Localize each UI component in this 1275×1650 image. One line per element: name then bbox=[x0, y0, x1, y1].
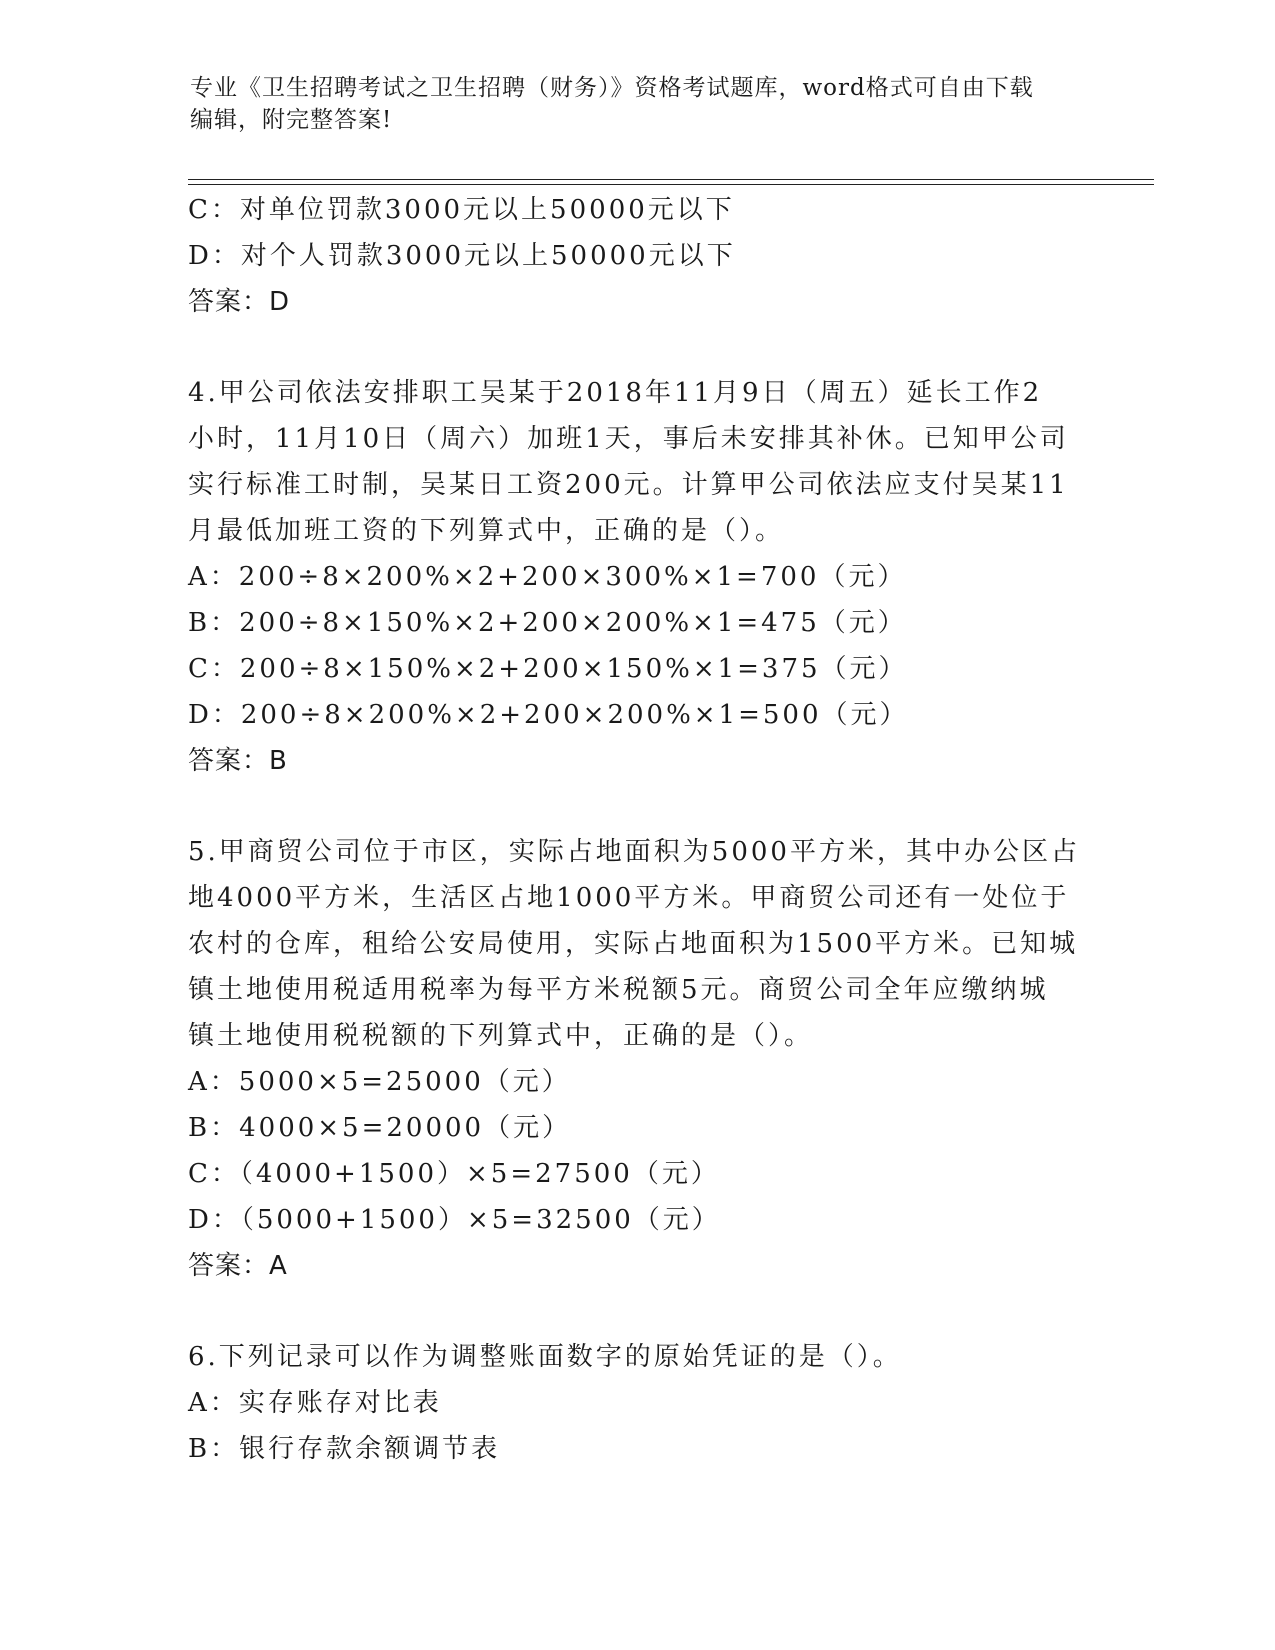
option-c: C：200÷8×150%×2+200×150%×1=375（元） bbox=[188, 654, 908, 684]
stem-line: 镇土地使用税适用税率为每平方米税额5元。商贸公司全年应缴纳城 bbox=[188, 975, 1049, 1005]
answer-line: 答案：D bbox=[188, 287, 291, 317]
question-list bbox=[188, 187, 1088, 1472]
option-a: A：200÷8×200%×2+200×300%×1=700（元） bbox=[188, 562, 907, 592]
stem-line: 实行标准工时制，吴某日工资200元。计算甲公司依法应支付吴某11 bbox=[188, 470, 1069, 500]
question-stem bbox=[188, 1334, 1088, 1380]
answer-line: 答案：B bbox=[188, 746, 288, 776]
option-a: A：5000×5=25000（元） bbox=[188, 1067, 571, 1097]
stem-line: 4.甲公司依法安排职工吴某于2018年11月9日（周五）延长工作2 bbox=[188, 378, 1043, 408]
option-b: B：银行存款余额调节表 bbox=[188, 1434, 501, 1464]
spacer bbox=[188, 1289, 1088, 1334]
option-d: D：对个人罚款3000元以上50000元以下 bbox=[188, 241, 736, 271]
option-c: C：（4000+1500）×5=27500（元） bbox=[188, 1159, 720, 1189]
option-d: D：（5000+1500）×5=32500（元） bbox=[188, 1205, 721, 1235]
option-a: A：实存账存对比表 bbox=[188, 1388, 442, 1418]
question-6 bbox=[188, 1334, 1088, 1472]
header-line-1: 专业《卫生招聘考试之卫生招聘（财务）》资格考试题库，word格式可自由下载 bbox=[190, 75, 1034, 101]
stem-line: 农村的仓库，租给公安局使用，实际占地面积为1500平方米。已知城 bbox=[188, 929, 1079, 959]
spacer bbox=[188, 784, 1088, 829]
stem-line: 6.下列记录可以作为调整账面数字的原始凭证的是（）。 bbox=[188, 1342, 902, 1372]
stem-line: 小时，11月10日（周六）加班1天，事后未安排其补休。已知甲公司 bbox=[188, 424, 1069, 454]
option-d: D：200÷8×200%×2+200×200%×1=500（元） bbox=[188, 700, 909, 730]
spacer bbox=[188, 325, 1088, 370]
question-4 bbox=[188, 370, 1088, 784]
question-3 bbox=[188, 187, 1088, 325]
stem-line: 5.甲商贸公司位于市区，实际占地面积为5000平方米，其中办公区占 bbox=[188, 837, 1080, 867]
page-header bbox=[190, 72, 1090, 136]
header-rule-bottom bbox=[188, 184, 1154, 185]
option-b: B：200÷8×150%×2+200×200%×1=475（元） bbox=[188, 608, 907, 638]
option-b: B：4000×5=20000（元） bbox=[188, 1113, 572, 1143]
question-stem bbox=[188, 370, 1088, 554]
question-5 bbox=[188, 829, 1088, 1289]
question-stem bbox=[188, 829, 1088, 1059]
stem-line: 地4000平方米，生活区占地1000平方米。甲商贸公司还有一处位于 bbox=[188, 883, 1070, 913]
header-line-2: 编辑，附完整答案! bbox=[190, 107, 393, 133]
stem-line: 镇土地使用税税额的下列算式中，正确的是（）。 bbox=[188, 1021, 814, 1051]
option-c: C：对单位罚款3000元以上50000元以下 bbox=[188, 195, 735, 225]
header-rule-top bbox=[188, 179, 1154, 180]
stem-line: 月最低加班工资的下列算式中，正确的是（）。 bbox=[188, 516, 785, 546]
answer-line: 答案：A bbox=[188, 1251, 288, 1281]
